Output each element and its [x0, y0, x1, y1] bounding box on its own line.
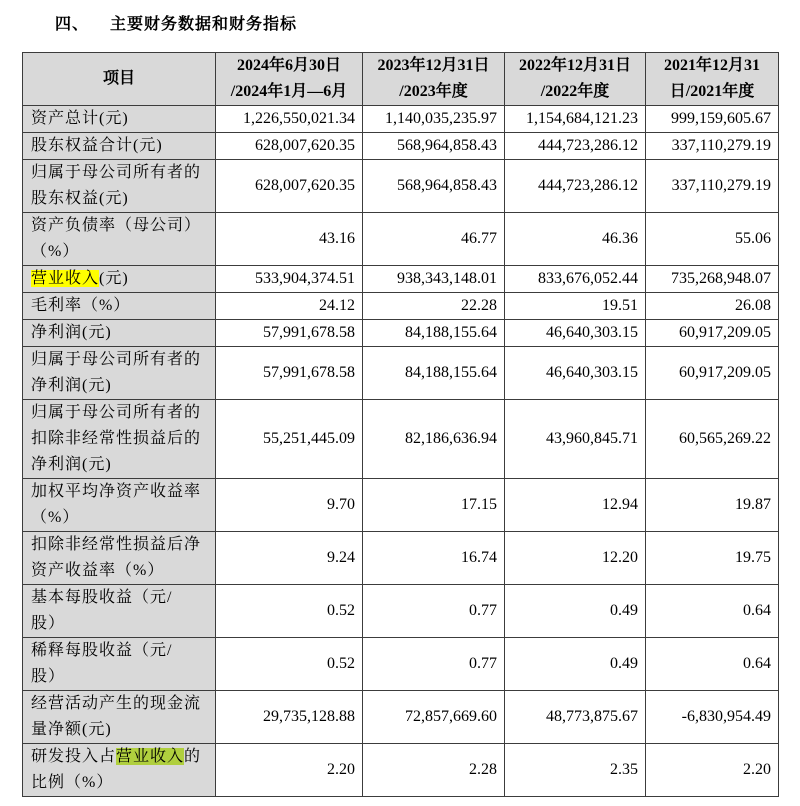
value-2021: 60,565,269.22	[646, 400, 779, 479]
highlighted-term: 营业收入	[116, 748, 185, 765]
value-2023: 22.28	[363, 293, 505, 320]
value-2024h1: 533,904,374.51	[216, 266, 363, 293]
row-parent-net-profit-excl-nonrecurring	[23, 400, 779, 479]
row-label: 资产总计(元)	[23, 106, 216, 133]
value-2022: 0.49	[505, 585, 646, 638]
row-net-profit	[23, 320, 779, 347]
value-2021: 19.75	[646, 532, 779, 585]
value-2024h1: 55,251,445.09	[216, 400, 363, 479]
value-2024h1: 9.70	[216, 479, 363, 532]
financial-data-table	[22, 52, 779, 797]
header-period-2022: 2022年12月31日 /2022年度	[505, 53, 646, 106]
row-label: 毛利率（%）	[23, 293, 216, 320]
value-2021: -6,830,954.49	[646, 691, 779, 744]
value-2022: 19.51	[505, 293, 646, 320]
value-2022: 46,640,303.15	[505, 347, 646, 400]
row-diluted-eps	[23, 638, 779, 691]
value-2022: 1,154,684,121.23	[505, 106, 646, 133]
value-2022: 444,723,286.12	[505, 133, 646, 160]
value-2021: 60,917,209.05	[646, 347, 779, 400]
row-weighted-roe	[23, 479, 779, 532]
header-period-2023: 2023年12月31日 /2023年度	[363, 53, 505, 106]
value-2023: 82,186,636.94	[363, 400, 505, 479]
row-operating-cash-flow	[23, 691, 779, 744]
value-2022: 444,723,286.12	[505, 160, 646, 213]
value-2022: 43,960,845.71	[505, 400, 646, 479]
value-2024h1: 0.52	[216, 638, 363, 691]
value-2021: 0.64	[646, 638, 779, 691]
value-2023: 84,188,155.64	[363, 320, 505, 347]
value-2022: 12.20	[505, 532, 646, 585]
value-2023: 17.15	[363, 479, 505, 532]
value-2024h1: 1,226,550,021.34	[216, 106, 363, 133]
row-label: 基本每股收益（元/ 股）	[23, 585, 216, 638]
header-row	[23, 53, 779, 106]
row-label: 归属于母公司所有者的 股东权益(元)	[23, 160, 216, 213]
value-2024h1: 2.20	[216, 744, 363, 797]
row-parent-net-profit	[23, 347, 779, 400]
row-label: 净利润(元)	[23, 320, 216, 347]
value-2024h1: 628,007,620.35	[216, 160, 363, 213]
label-suffix: (元)	[99, 270, 129, 287]
highlighted-term: 营业收入	[31, 270, 100, 287]
row-label: 资产负债率（母公司） （%）	[23, 213, 216, 266]
value-2024h1: 24.12	[216, 293, 363, 320]
value-2023: 1,140,035,235.97	[363, 106, 505, 133]
value-2023: 46.77	[363, 213, 505, 266]
value-2023: 16.74	[363, 532, 505, 585]
label-suffix: 的 比例（%）	[31, 748, 202, 791]
value-2023: 938,343,148.01	[363, 266, 505, 293]
value-2022: 833,676,052.44	[505, 266, 646, 293]
row-label: 稀释每股收益（元/ 股）	[23, 638, 216, 691]
row-label: 扣除非经常性损益后净 资产收益率（%）	[23, 532, 216, 585]
row-label: 归属于母公司所有者的 扣除非经常性损益后的 净利润(元)	[23, 400, 216, 479]
row-gross-margin	[23, 293, 779, 320]
value-2021: 2.20	[646, 744, 779, 797]
row-label: 归属于母公司所有者的 净利润(元)	[23, 347, 216, 400]
row-debt-ratio	[23, 213, 779, 266]
row-rd-ratio	[23, 744, 779, 797]
value-2021: 999,159,605.67	[646, 106, 779, 133]
value-2021: 26.08	[646, 293, 779, 320]
value-2022: 2.35	[505, 744, 646, 797]
row-label: 股东权益合计(元)	[23, 133, 216, 160]
value-2021: 337,110,279.19	[646, 133, 779, 160]
section-number: 四、	[55, 16, 90, 33]
value-2024h1: 43.16	[216, 213, 363, 266]
row-roe-excl-nonrecurring	[23, 532, 779, 585]
row-label: 经营活动产生的现金流 量净额(元)	[23, 691, 216, 744]
value-2022: 12.94	[505, 479, 646, 532]
value-2022: 46,640,303.15	[505, 320, 646, 347]
section-heading	[55, 13, 297, 37]
row-total-assets	[23, 106, 779, 133]
value-2023: 2.28	[363, 744, 505, 797]
value-2023: 72,857,669.60	[363, 691, 505, 744]
header-item: 项目	[23, 53, 216, 106]
section-title: 主要财务数据和财务指标	[110, 16, 298, 33]
label-prefix: 研发投入占	[31, 748, 117, 765]
value-2024h1: 57,991,678.58	[216, 347, 363, 400]
row-label	[23, 744, 216, 797]
row-label: 加权平均净资产收益率 （%）	[23, 479, 216, 532]
row-label	[23, 266, 216, 293]
row-basic-eps	[23, 585, 779, 638]
value-2024h1: 0.52	[216, 585, 363, 638]
value-2023: 84,188,155.64	[363, 347, 505, 400]
value-2021: 55.06	[646, 213, 779, 266]
header-period-2021: 2021年12月31 日/2021年度	[646, 53, 779, 106]
value-2023: 0.77	[363, 585, 505, 638]
row-total-equity	[23, 133, 779, 160]
row-parent-equity	[23, 160, 779, 213]
value-2023: 0.77	[363, 638, 505, 691]
row-revenue	[23, 266, 779, 293]
value-2024h1: 57,991,678.58	[216, 320, 363, 347]
value-2021: 60,917,209.05	[646, 320, 779, 347]
value-2021: 0.64	[646, 585, 779, 638]
header-period-2024h1: 2024年6月30日 /2024年1月—6月	[216, 53, 363, 106]
value-2022: 48,773,875.67	[505, 691, 646, 744]
value-2022: 0.49	[505, 638, 646, 691]
value-2021: 735,268,948.07	[646, 266, 779, 293]
value-2024h1: 9.24	[216, 532, 363, 585]
value-2022: 46.36	[505, 213, 646, 266]
value-2021: 337,110,279.19	[646, 160, 779, 213]
value-2024h1: 29,735,128.88	[216, 691, 363, 744]
value-2021: 19.87	[646, 479, 779, 532]
value-2023: 568,964,858.43	[363, 133, 505, 160]
value-2024h1: 628,007,620.35	[216, 133, 363, 160]
value-2023: 568,964,858.43	[363, 160, 505, 213]
